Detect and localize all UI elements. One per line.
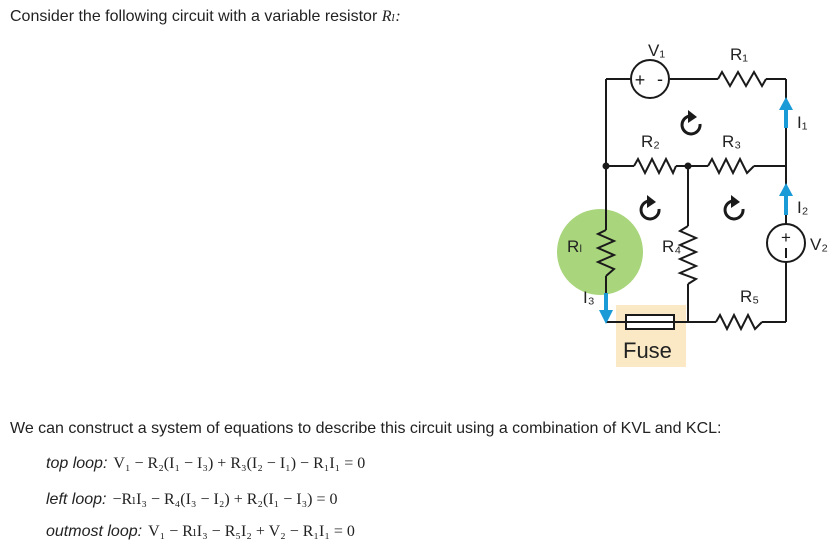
r1-resistor xyxy=(718,72,766,86)
v2-source xyxy=(767,224,805,262)
equation-label: outmost loop: xyxy=(46,523,143,540)
r5-label: R₅ xyxy=(740,287,760,306)
r5-resistor xyxy=(716,315,762,329)
i2-arrow xyxy=(779,183,793,215)
svg-text:+: + xyxy=(634,70,646,90)
r4-label: R₄ xyxy=(662,237,682,256)
description-text: We can construct a system of equations to describe this circuit using a combination of KVL and KCL: xyxy=(10,420,722,437)
svg-text:+: + xyxy=(781,228,791,247)
equation-outmost-loop xyxy=(46,521,355,541)
junction-dot xyxy=(685,163,692,170)
equation-left-loop xyxy=(46,489,338,509)
i1-arrow xyxy=(779,97,793,128)
v2-label: V₂ xyxy=(810,235,828,254)
junction-dot xyxy=(603,163,610,170)
svg-text:-: - xyxy=(657,69,663,89)
wires xyxy=(606,79,786,322)
clockwise-loop-icon xyxy=(725,195,743,219)
fuse-label: Fuse xyxy=(623,338,672,363)
i3-arrow xyxy=(599,293,613,324)
r2-label: R₂ xyxy=(641,132,660,151)
r3-resistor xyxy=(708,159,754,173)
equation-label: top loop: xyxy=(46,455,108,472)
equation-expression: −RₗI₃ − R₄(I₃ − I₂) + R₂(I₁ − I₃) = 0 xyxy=(112,491,338,508)
r2-resistor xyxy=(634,159,676,173)
equation-top-loop xyxy=(46,455,365,473)
i2-label: I₂ xyxy=(797,198,809,217)
i1-label: I₁ xyxy=(797,113,808,132)
equation-expression: V₁ − R₂(I₁ − I₃) + R₃(I₂ − I₁) − R₁I₁ = 0 xyxy=(113,455,366,472)
equation-expression: V₁ − RₗI₃ − R₅I₂ + V₂ − R₁I₁ = 0 xyxy=(148,523,355,540)
r3-label: R₃ xyxy=(722,132,742,151)
intro-sentence: Consider the following circuit with a variable resistor xyxy=(10,8,382,25)
rl-label: Rₗ xyxy=(567,237,583,256)
r4-resistor xyxy=(680,226,696,284)
intro-variable: Rₗ: xyxy=(381,8,401,25)
fuse-symbol xyxy=(626,315,674,329)
i3-label: I₃ xyxy=(583,288,595,307)
clockwise-loop-icon xyxy=(682,110,700,134)
equation-label: left loop: xyxy=(46,491,107,508)
v1-source xyxy=(631,60,669,98)
v1-label: V₁ xyxy=(648,41,666,60)
r1-label: R₁ xyxy=(730,45,749,64)
clockwise-loop-icon xyxy=(641,195,659,219)
